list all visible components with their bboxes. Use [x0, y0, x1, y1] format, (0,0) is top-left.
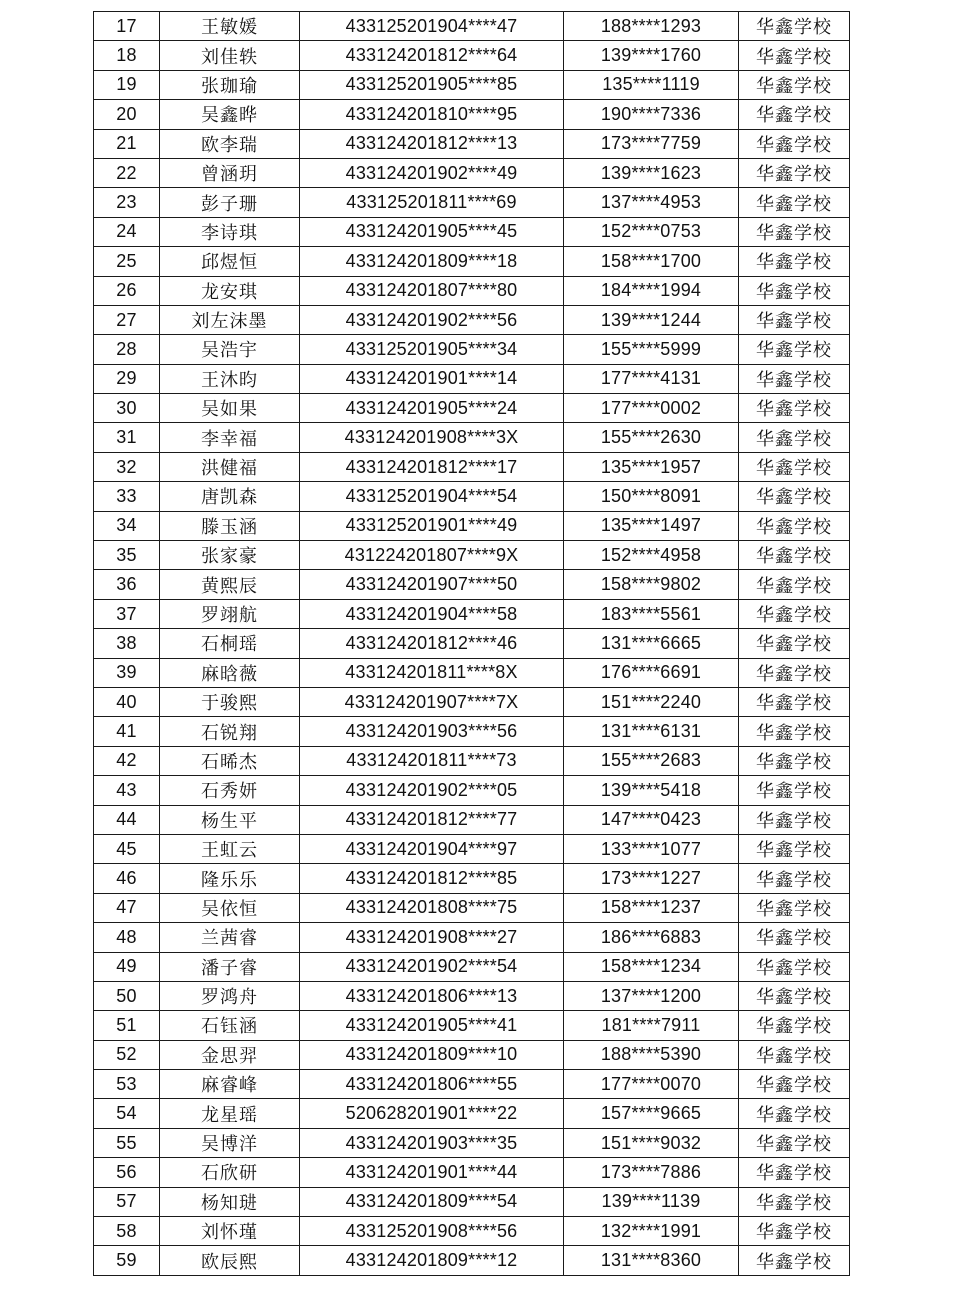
school-cell: 华鑫学校 [739, 1158, 850, 1187]
student-name-cell: 石晞杰 [160, 746, 300, 775]
table-row [94, 599, 850, 628]
phone-cell: 177****0002 [564, 394, 739, 423]
table-row [94, 511, 850, 540]
student-name-cell: 潘子睿 [160, 952, 300, 981]
id-number-cell: 433124201810****95 [300, 100, 564, 129]
school-cell: 华鑫学校 [739, 629, 850, 658]
student-name-cell: 石桐瑶 [160, 629, 300, 658]
phone-cell: 158****9802 [564, 570, 739, 599]
table-row [94, 776, 850, 805]
school-cell: 华鑫学校 [739, 541, 850, 570]
table-row [94, 452, 850, 481]
id-number-cell: 433124201811****8X [300, 658, 564, 687]
table-row [94, 423, 850, 452]
student-name-cell: 欧辰熙 [160, 1246, 300, 1275]
school-cell: 华鑫学校 [739, 452, 850, 481]
table-row [94, 923, 850, 952]
row-number-cell: 46 [94, 864, 160, 893]
row-number-cell: 41 [94, 717, 160, 746]
row-number-cell: 34 [94, 511, 160, 540]
student-name-cell: 张珈瑜 [160, 70, 300, 99]
student-name-cell: 刘左沫墨 [160, 305, 300, 334]
phone-cell: 176****6691 [564, 658, 739, 687]
phone-cell: 133****1077 [564, 834, 739, 863]
table-row [94, 1246, 850, 1275]
row-number-cell: 56 [94, 1158, 160, 1187]
row-number-cell: 35 [94, 541, 160, 570]
school-cell: 华鑫学校 [739, 923, 850, 952]
student-name-cell: 兰茜睿 [160, 923, 300, 952]
phone-cell: 177****0070 [564, 1070, 739, 1099]
row-number-cell: 42 [94, 746, 160, 775]
table-row [94, 188, 850, 217]
id-number-cell: 433124201807****80 [300, 276, 564, 305]
phone-cell: 155****5999 [564, 335, 739, 364]
school-cell: 华鑫学校 [739, 1187, 850, 1216]
id-number-cell: 433124201812****13 [300, 129, 564, 158]
row-number-cell: 43 [94, 776, 160, 805]
phone-cell: 135****1497 [564, 511, 739, 540]
id-number-cell: 433125201905****85 [300, 70, 564, 99]
phone-cell: 152****4958 [564, 541, 739, 570]
id-number-cell: 433124201806****13 [300, 981, 564, 1010]
row-number-cell: 30 [94, 394, 160, 423]
id-number-cell: 433124201904****97 [300, 834, 564, 863]
student-name-cell: 石欣研 [160, 1158, 300, 1187]
phone-cell: 184****1994 [564, 276, 739, 305]
id-number-cell: 433124201905****24 [300, 394, 564, 423]
row-number-cell: 49 [94, 952, 160, 981]
school-cell: 华鑫学校 [739, 12, 850, 41]
id-number-cell: 433125201901****49 [300, 511, 564, 540]
school-cell: 华鑫学校 [739, 129, 850, 158]
table-row [94, 1128, 850, 1157]
phone-cell: 186****6883 [564, 923, 739, 952]
school-cell: 华鑫学校 [739, 247, 850, 276]
row-number-cell: 23 [94, 188, 160, 217]
id-number-cell: 433124201902****49 [300, 158, 564, 187]
phone-cell: 139****1244 [564, 305, 739, 334]
row-number-cell: 51 [94, 1011, 160, 1040]
phone-cell: 152****0753 [564, 217, 739, 246]
student-name-cell: 王敏媛 [160, 12, 300, 41]
phone-cell: 188****1293 [564, 12, 739, 41]
row-number-cell: 18 [94, 41, 160, 70]
student-name-cell: 刘怀瑾 [160, 1217, 300, 1246]
table-row [94, 805, 850, 834]
student-name-cell: 欧李瑞 [160, 129, 300, 158]
student-name-cell: 邱煜恒 [160, 247, 300, 276]
id-number-cell: 433124201812****46 [300, 629, 564, 658]
id-number-cell: 433124201903****35 [300, 1128, 564, 1157]
student-name-cell: 石秀妍 [160, 776, 300, 805]
phone-cell: 188****5390 [564, 1040, 739, 1069]
table-row [94, 158, 850, 187]
row-number-cell: 27 [94, 305, 160, 334]
school-cell: 华鑫学校 [739, 305, 850, 334]
student-name-cell: 杨生平 [160, 805, 300, 834]
table-row [94, 658, 850, 687]
row-number-cell: 55 [94, 1128, 160, 1157]
school-cell: 华鑫学校 [739, 511, 850, 540]
phone-cell: 173****1227 [564, 864, 739, 893]
school-cell: 华鑫学校 [739, 599, 850, 628]
id-number-cell: 433124201812****64 [300, 41, 564, 70]
id-number-cell: 433124201809****18 [300, 247, 564, 276]
phone-cell: 139****1623 [564, 158, 739, 187]
school-cell: 华鑫学校 [739, 482, 850, 511]
row-number-cell: 38 [94, 629, 160, 658]
id-number-cell: 433124201903****56 [300, 717, 564, 746]
student-name-cell: 洪健福 [160, 452, 300, 481]
school-cell: 华鑫学校 [739, 570, 850, 599]
phone-cell: 139****5418 [564, 776, 739, 805]
row-number-cell: 45 [94, 834, 160, 863]
school-cell: 华鑫学校 [739, 981, 850, 1010]
row-number-cell: 33 [94, 482, 160, 511]
student-name-cell: 龙星瑶 [160, 1099, 300, 1128]
phone-cell: 158****1237 [564, 893, 739, 922]
student-name-cell: 罗鸿舟 [160, 981, 300, 1010]
phone-cell: 131****6131 [564, 717, 739, 746]
id-number-cell: 433125201811****69 [300, 188, 564, 217]
phone-cell: 132****1991 [564, 1217, 739, 1246]
student-name-cell: 金思羿 [160, 1040, 300, 1069]
school-cell: 华鑫学校 [739, 70, 850, 99]
student-name-cell: 唐凯森 [160, 482, 300, 511]
row-number-cell: 40 [94, 687, 160, 716]
student-name-cell: 李幸福 [160, 423, 300, 452]
row-number-cell: 59 [94, 1246, 160, 1275]
phone-cell: 139****1760 [564, 41, 739, 70]
id-number-cell: 433125201904****54 [300, 482, 564, 511]
row-number-cell: 25 [94, 247, 160, 276]
id-number-cell: 520628201901****22 [300, 1099, 564, 1128]
phone-cell: 135****1119 [564, 70, 739, 99]
id-number-cell: 433124201907****50 [300, 570, 564, 599]
id-number-cell: 433124201808****75 [300, 893, 564, 922]
table-row [94, 893, 850, 922]
table-row [94, 217, 850, 246]
id-number-cell: 433124201908****3X [300, 423, 564, 452]
table-row [94, 952, 850, 981]
student-name-cell: 吴博洋 [160, 1128, 300, 1157]
id-number-cell: 433124201908****27 [300, 923, 564, 952]
school-cell: 华鑫学校 [739, 952, 850, 981]
table-row [94, 41, 850, 70]
row-number-cell: 37 [94, 599, 160, 628]
row-number-cell: 20 [94, 100, 160, 129]
id-number-cell: 433124201904****58 [300, 599, 564, 628]
table-row [94, 335, 850, 364]
school-cell: 华鑫学校 [739, 893, 850, 922]
student-name-cell: 李诗琪 [160, 217, 300, 246]
id-number-cell: 433124201811****73 [300, 746, 564, 775]
table-row [94, 12, 850, 41]
school-cell: 华鑫学校 [739, 1040, 850, 1069]
id-number-cell: 433124201905****41 [300, 1011, 564, 1040]
phone-cell: 151****9032 [564, 1128, 739, 1157]
phone-cell: 150****8091 [564, 482, 739, 511]
phone-cell: 155****2630 [564, 423, 739, 452]
row-number-cell: 36 [94, 570, 160, 599]
phone-cell: 173****7886 [564, 1158, 739, 1187]
id-number-cell: 433124201809****54 [300, 1187, 564, 1216]
school-cell: 华鑫学校 [739, 834, 850, 863]
id-number-cell: 433125201905****34 [300, 335, 564, 364]
id-number-cell: 433124201905****45 [300, 217, 564, 246]
table-row [94, 394, 850, 423]
id-number-cell: 433124201812****77 [300, 805, 564, 834]
school-cell: 华鑫学校 [739, 276, 850, 305]
school-cell: 华鑫学校 [739, 41, 850, 70]
student-name-cell: 于骏熙 [160, 687, 300, 716]
student-name-cell: 黄熙辰 [160, 570, 300, 599]
school-cell: 华鑫学校 [739, 394, 850, 423]
row-number-cell: 48 [94, 923, 160, 952]
student-name-cell: 刘佳轶 [160, 41, 300, 70]
phone-cell: 139****1139 [564, 1187, 739, 1216]
id-number-cell: 433124201902****54 [300, 952, 564, 981]
table-row [94, 1158, 850, 1187]
row-number-cell: 44 [94, 805, 160, 834]
table-row [94, 864, 850, 893]
student-name-cell: 张家豪 [160, 541, 300, 570]
row-number-cell: 21 [94, 129, 160, 158]
phone-cell: 135****1957 [564, 452, 739, 481]
school-cell: 华鑫学校 [739, 658, 850, 687]
phone-cell: 157****9665 [564, 1099, 739, 1128]
student-name-cell: 曾涵玥 [160, 158, 300, 187]
roster-body [94, 12, 850, 1276]
row-number-cell: 57 [94, 1187, 160, 1216]
phone-cell: 177****4131 [564, 364, 739, 393]
school-cell: 华鑫学校 [739, 335, 850, 364]
student-roster-table [93, 11, 850, 1276]
phone-cell: 181****7911 [564, 1011, 739, 1040]
student-name-cell: 吴依恒 [160, 893, 300, 922]
id-number-cell: 433124201902****56 [300, 305, 564, 334]
school-cell: 华鑫学校 [739, 158, 850, 187]
school-cell: 华鑫学校 [739, 776, 850, 805]
id-number-cell: 433125201904****47 [300, 12, 564, 41]
row-number-cell: 52 [94, 1040, 160, 1069]
table-row [94, 70, 850, 99]
id-number-cell: 433124201809****10 [300, 1040, 564, 1069]
student-name-cell: 麻睿峰 [160, 1070, 300, 1099]
row-number-cell: 26 [94, 276, 160, 305]
school-cell: 华鑫学校 [739, 687, 850, 716]
table-row [94, 834, 850, 863]
school-cell: 华鑫学校 [739, 1099, 850, 1128]
phone-cell: 137****1200 [564, 981, 739, 1010]
table-row [94, 981, 850, 1010]
row-number-cell: 22 [94, 158, 160, 187]
row-number-cell: 39 [94, 658, 160, 687]
student-name-cell: 滕玉涵 [160, 511, 300, 540]
phone-cell: 190****7336 [564, 100, 739, 129]
school-cell: 华鑫学校 [739, 805, 850, 834]
id-number-cell: 433124201809****12 [300, 1246, 564, 1275]
id-number-cell: 433124201806****55 [300, 1070, 564, 1099]
table-row [94, 1040, 850, 1069]
table-row [94, 247, 850, 276]
row-number-cell: 19 [94, 70, 160, 99]
school-cell: 华鑫学校 [739, 423, 850, 452]
id-number-cell: 433124201812****17 [300, 452, 564, 481]
school-cell: 华鑫学校 [739, 746, 850, 775]
school-cell: 华鑫学校 [739, 864, 850, 893]
row-number-cell: 29 [94, 364, 160, 393]
row-number-cell: 17 [94, 12, 160, 41]
id-number-cell: 433125201908****56 [300, 1217, 564, 1246]
id-number-cell: 431224201807****9X [300, 541, 564, 570]
table-row [94, 1099, 850, 1128]
table-row [94, 687, 850, 716]
row-number-cell: 47 [94, 893, 160, 922]
table-row [94, 746, 850, 775]
phone-cell: 158****1700 [564, 247, 739, 276]
phone-cell: 137****4953 [564, 188, 739, 217]
table-row [94, 570, 850, 599]
school-cell: 华鑫学校 [739, 1217, 850, 1246]
phone-cell: 147****0423 [564, 805, 739, 834]
id-number-cell: 433124201901****44 [300, 1158, 564, 1187]
table-row [94, 541, 850, 570]
student-name-cell: 龙安琪 [160, 276, 300, 305]
school-cell: 华鑫学校 [739, 1070, 850, 1099]
school-cell: 华鑫学校 [739, 1246, 850, 1275]
phone-cell: 173****7759 [564, 129, 739, 158]
table-row [94, 629, 850, 658]
student-name-cell: 吴如果 [160, 394, 300, 423]
student-name-cell: 吴鑫晔 [160, 100, 300, 129]
phone-cell: 131****8360 [564, 1246, 739, 1275]
id-number-cell: 433124201812****85 [300, 864, 564, 893]
student-name-cell: 罗翊航 [160, 599, 300, 628]
student-name-cell: 麻晗薇 [160, 658, 300, 687]
row-number-cell: 28 [94, 335, 160, 364]
id-number-cell: 433124201902****05 [300, 776, 564, 805]
table-row [94, 100, 850, 129]
school-cell: 华鑫学校 [739, 188, 850, 217]
row-number-cell: 53 [94, 1070, 160, 1099]
table-row [94, 129, 850, 158]
phone-cell: 158****1234 [564, 952, 739, 981]
school-cell: 华鑫学校 [739, 364, 850, 393]
table-row [94, 276, 850, 305]
phone-cell: 183****5561 [564, 599, 739, 628]
student-name-cell: 彭子珊 [160, 188, 300, 217]
table-row [94, 1011, 850, 1040]
row-number-cell: 24 [94, 217, 160, 246]
table-row [94, 1217, 850, 1246]
table-row [94, 717, 850, 746]
school-cell: 华鑫学校 [739, 100, 850, 129]
table-row [94, 364, 850, 393]
student-name-cell: 石锐翔 [160, 717, 300, 746]
row-number-cell: 58 [94, 1217, 160, 1246]
student-name-cell: 王沐昀 [160, 364, 300, 393]
row-number-cell: 32 [94, 452, 160, 481]
row-number-cell: 31 [94, 423, 160, 452]
id-number-cell: 433124201907****7X [300, 687, 564, 716]
school-cell: 华鑫学校 [739, 717, 850, 746]
table-row [94, 1187, 850, 1216]
row-number-cell: 54 [94, 1099, 160, 1128]
school-cell: 华鑫学校 [739, 217, 850, 246]
student-name-cell: 王虹云 [160, 834, 300, 863]
table-row [94, 305, 850, 334]
table-row [94, 1070, 850, 1099]
phone-cell: 131****6665 [564, 629, 739, 658]
row-number-cell: 50 [94, 981, 160, 1010]
student-name-cell: 隆乐乐 [160, 864, 300, 893]
school-cell: 华鑫学校 [739, 1011, 850, 1040]
student-name-cell: 杨知琎 [160, 1187, 300, 1216]
school-cell: 华鑫学校 [739, 1128, 850, 1157]
phone-cell: 155****2683 [564, 746, 739, 775]
table-row [94, 482, 850, 511]
phone-cell: 151****2240 [564, 687, 739, 716]
student-name-cell: 吴浩宇 [160, 335, 300, 364]
student-name-cell: 石钰涵 [160, 1011, 300, 1040]
id-number-cell: 433124201901****14 [300, 364, 564, 393]
